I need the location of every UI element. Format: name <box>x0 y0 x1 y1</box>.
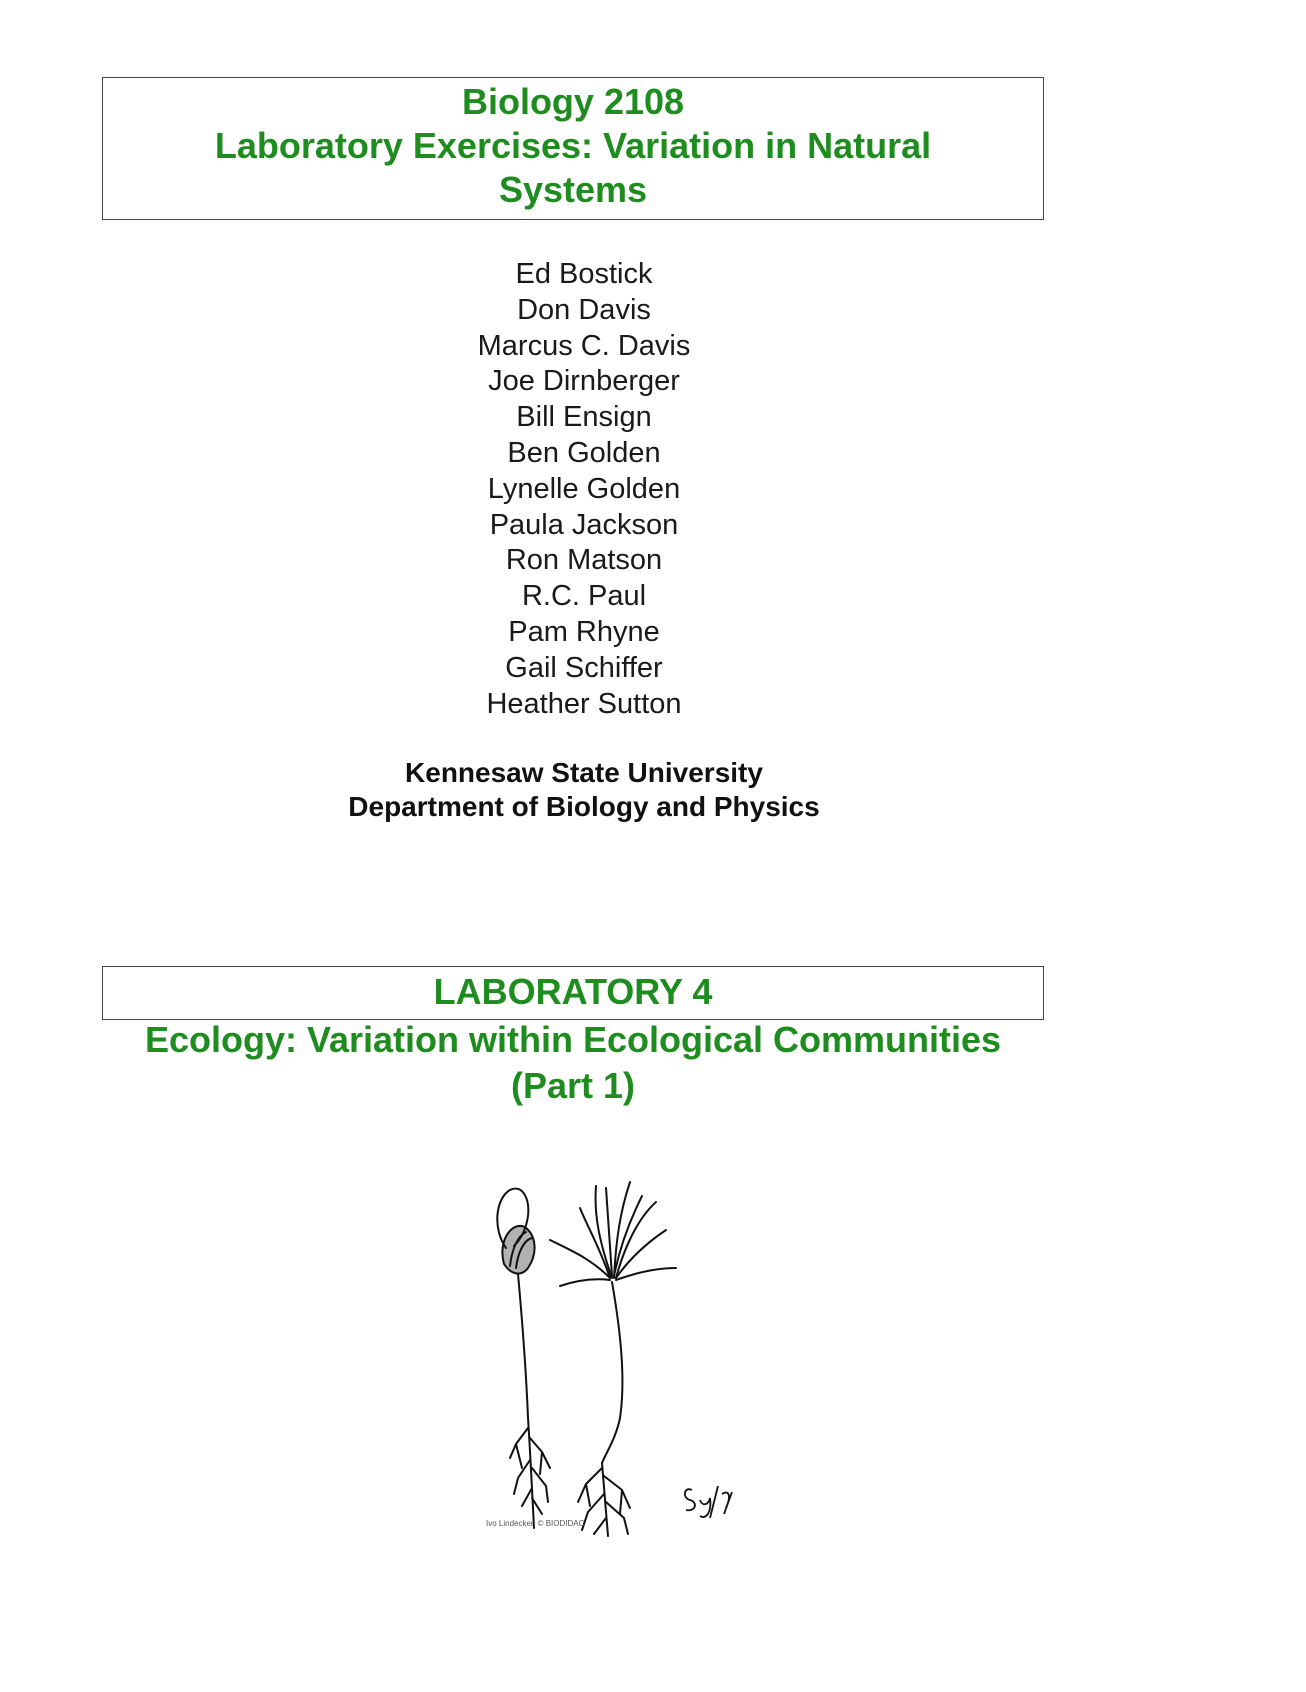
author-name: Ben Golden <box>507 436 661 469</box>
artist-signature <box>685 1486 732 1518</box>
university-name: Kennesaw State University <box>405 757 763 788</box>
author-name: Gail Schiffer <box>505 651 663 684</box>
title-box <box>102 77 1044 220</box>
author-name: Heather Sutton <box>486 687 682 720</box>
author-name: Paula Jackson <box>489 508 679 541</box>
author-name: Marcus C. Davis <box>477 329 691 362</box>
author-list <box>384 257 784 722</box>
author-name: Ron Matson <box>505 544 663 577</box>
author-name: Joe Dirnberger <box>488 365 680 398</box>
author-name: Lynelle Golden <box>487 472 681 505</box>
lab-number: LABORATORY 4 <box>433 971 713 1012</box>
figure-credit: Ivo Lindecken © BIODIDAC <box>486 1519 585 1528</box>
author-name: Bill Ensign <box>516 401 652 434</box>
lab-title-line1: Ecology: Variation within Ecological Communities <box>144 1019 1002 1060</box>
author-name: Don Davis <box>517 293 651 326</box>
lab-title-line2: (Part 1) <box>510 1065 636 1106</box>
document-title-line2: Systems <box>498 169 648 210</box>
course-title: Biology 2108 <box>461 81 685 122</box>
seedling-illustration <box>470 1168 750 1538</box>
document-title-line1: Laboratory Exercises: Variation in Natural <box>214 125 932 166</box>
author-name: Ed Bostick <box>515 258 653 290</box>
author-name: Pam Rhyne <box>508 615 660 648</box>
department-name: Department of Biology and Physics <box>348 791 820 822</box>
author-name: R.C. Paul <box>521 580 647 613</box>
